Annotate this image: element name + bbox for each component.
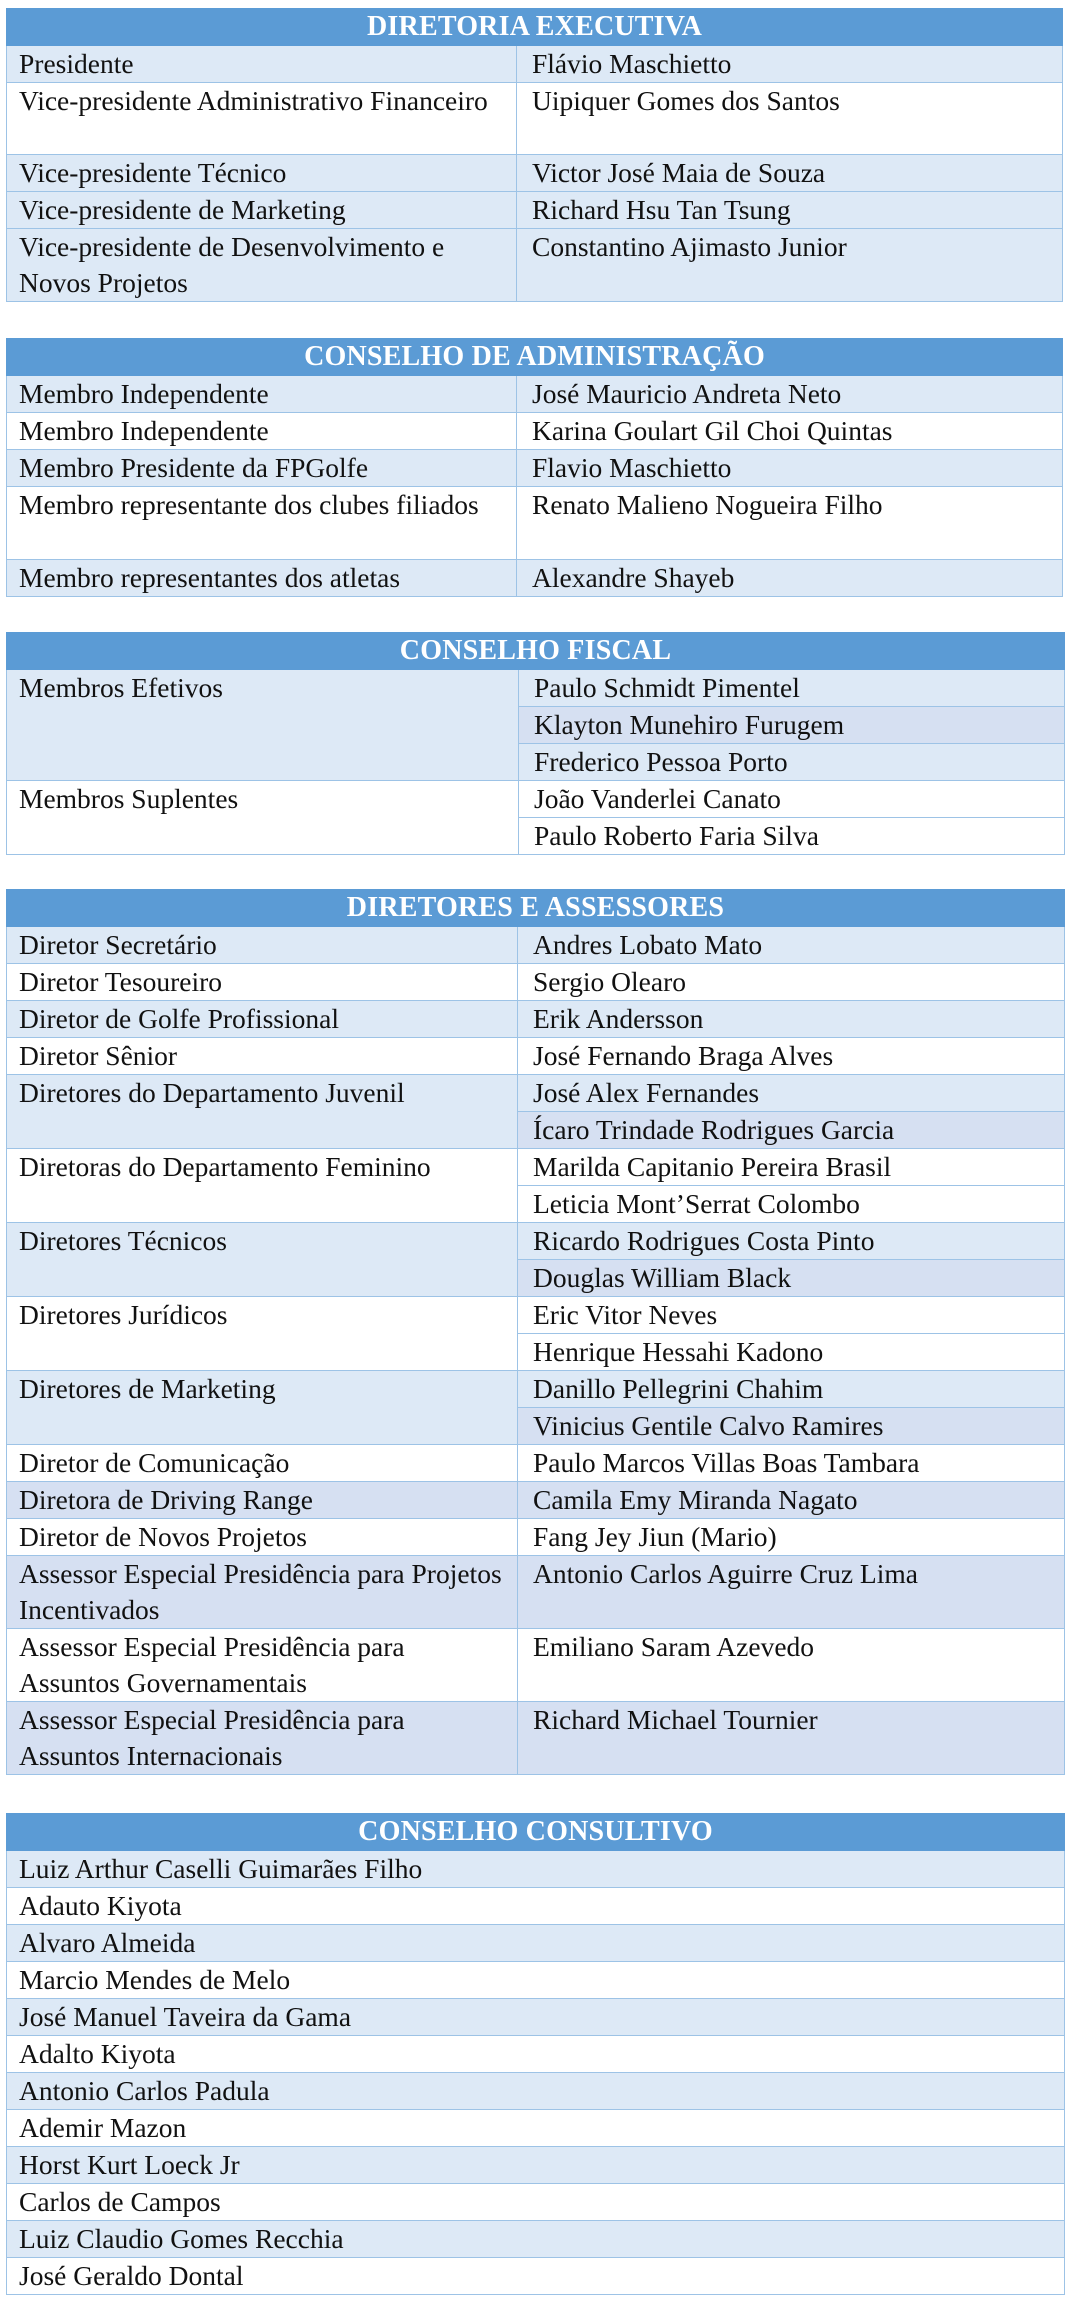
role-cell: Vice-presidente de Marketing (7, 192, 517, 229)
name-cell: Danillo Pellegrini Chahim (518, 1371, 1065, 1408)
name-cell: José Mauricio Andreta Neto (517, 376, 1063, 413)
conselho-administracao-table (6, 338, 1063, 597)
role-cell: Vice-presidente de Desenvolvimento e Novos Projetos (7, 229, 517, 302)
list-item: Marcio Mendes de Melo (7, 1962, 1065, 1999)
role-cell: Diretores Técnicos (7, 1223, 518, 1297)
role-cell: Diretor Secretário (7, 927, 518, 964)
role-cell: Diretores do Departamento Juvenil (7, 1075, 518, 1149)
role-cell: Diretora de Driving Range (7, 1482, 518, 1519)
list-item: Ademir Mazon (7, 2110, 1065, 2147)
name-cell: Uipiquer Gomes dos Santos (517, 83, 1063, 155)
name-cell: Antonio Carlos Aguirre Cruz Lima (518, 1556, 1065, 1629)
role-cell: Diretores de Marketing (7, 1371, 518, 1445)
role-cell: Diretor de Novos Projetos (7, 1519, 518, 1556)
role-cell: Diretores Jurídicos (7, 1297, 518, 1371)
name-cell: Klayton Munehiro Furugem (519, 707, 1065, 744)
role-cell: Vice-presidente Técnico (7, 155, 517, 192)
diretoria-executiva-table (6, 8, 1063, 302)
name-cell: Constantino Ajimasto Junior (517, 229, 1063, 302)
name-cell: Paulo Roberto Faria Silva (519, 818, 1065, 855)
role-cell: Presidente (7, 46, 517, 83)
role-cell: Assessor Especial Presidência para Projetos Incentivados (7, 1556, 518, 1629)
name-cell: Karina Goulart Gil Choi Quintas (517, 413, 1063, 450)
name-cell: Flávio Maschietto (517, 46, 1063, 83)
conselho-consultivo-title: CONSELHO CONSULTIVO (7, 1814, 1065, 1851)
diretores-assessores-table (6, 889, 1065, 1775)
role-cell: Membro representantes dos atletas (7, 560, 517, 597)
role-cell: Assessor Especial Presidência para Assuntos Internacionais (7, 1702, 518, 1775)
name-cell: Paulo Schmidt Pimentel (519, 670, 1065, 707)
name-cell: Victor José Maia de Souza (517, 155, 1063, 192)
name-cell: Marilda Capitanio Pereira Brasil (518, 1149, 1065, 1186)
name-cell: Flavio Maschietto (517, 450, 1063, 487)
role-cell: Diretor de Golfe Profissional (7, 1001, 518, 1038)
name-cell: Alexandre Shayeb (517, 560, 1063, 597)
name-cell: Vinicius Gentile Calvo Ramires (518, 1408, 1065, 1445)
list-item: Alvaro Almeida (7, 1925, 1065, 1962)
name-cell: Richard Michael Tournier (518, 1702, 1065, 1775)
role-cell: Membro Presidente da FPGolfe (7, 450, 517, 487)
name-cell: Fang Jey Jiun (Mario) (518, 1519, 1065, 1556)
diretoria-executiva-title: DIRETORIA EXECUTIVA (7, 9, 1063, 46)
role-cell: Membro Independente (7, 413, 517, 450)
name-cell: Sergio Olearo (518, 964, 1065, 1001)
list-item: Luiz Arthur Caselli Guimarães Filho (7, 1851, 1065, 1888)
list-item: Luiz Claudio Gomes Recchia (7, 2221, 1065, 2258)
list-item: Antonio Carlos Padula (7, 2073, 1065, 2110)
name-cell: Andres Lobato Mato (518, 927, 1065, 964)
name-cell: Richard Hsu Tan Tsung (517, 192, 1063, 229)
name-cell: Camila Emy Miranda Nagato (518, 1482, 1065, 1519)
role-cell: Vice-presidente Administrativo Financeiro (7, 83, 517, 155)
list-item: José Geraldo Dontal (7, 2258, 1065, 2295)
name-cell: Henrique Hessahi Kadono (518, 1334, 1065, 1371)
role-cell: Diretor de Comunicação (7, 1445, 518, 1482)
name-cell: Emiliano Saram Azevedo (518, 1629, 1065, 1702)
name-cell: João Vanderlei Canato (519, 781, 1065, 818)
role-cell: Diretor Tesoureiro (7, 964, 518, 1001)
name-cell: Douglas William Black (518, 1260, 1065, 1297)
list-item: Adauto Kiyota (7, 1888, 1065, 1925)
name-cell: Ricardo Rodrigues Costa Pinto (518, 1223, 1065, 1260)
name-cell: Renato Malieno Nogueira Filho (517, 487, 1063, 560)
name-cell: Eric Vitor Neves (518, 1297, 1065, 1334)
list-item: Adalto Kiyota (7, 2036, 1065, 2073)
name-cell: Leticia Mont’Serrat Colombo (518, 1186, 1065, 1223)
name-cell: Frederico Pessoa Porto (519, 744, 1065, 781)
list-item: Horst Kurt Loeck Jr (7, 2147, 1065, 2184)
list-item: José Manuel Taveira da Gama (7, 1999, 1065, 2036)
role-cell: Diretoras do Departamento Feminino (7, 1149, 518, 1223)
role-cell: Membros Suplentes (7, 781, 519, 855)
conselho-administracao-title: CONSELHO DE ADMINISTRAÇÃO (7, 339, 1063, 376)
conselho-fiscal-table (6, 632, 1065, 855)
role-cell: Assessor Especial Presidência para Assuntos Governamentais (7, 1629, 518, 1702)
name-cell: Erik Andersson (518, 1001, 1065, 1038)
conselho-consultivo-table (6, 1813, 1065, 2295)
diretores-assessores-title: DIRETORES E ASSESSORES (7, 890, 1065, 927)
name-cell: José Fernando Braga Alves (518, 1038, 1065, 1075)
role-cell: Membro Independente (7, 376, 517, 413)
name-cell: Ícaro Trindade Rodrigues Garcia (518, 1112, 1065, 1149)
role-cell: Membros Efetivos (7, 670, 519, 781)
role-cell: Membro representante dos clubes filiados (7, 487, 517, 560)
role-cell: Diretor Sênior (7, 1038, 518, 1075)
name-cell: Paulo Marcos Villas Boas Tambara (518, 1445, 1065, 1482)
name-cell: José Alex Fernandes (518, 1075, 1065, 1112)
conselho-fiscal-title: CONSELHO FISCAL (7, 633, 1065, 670)
list-item: Carlos de Campos (7, 2184, 1065, 2221)
